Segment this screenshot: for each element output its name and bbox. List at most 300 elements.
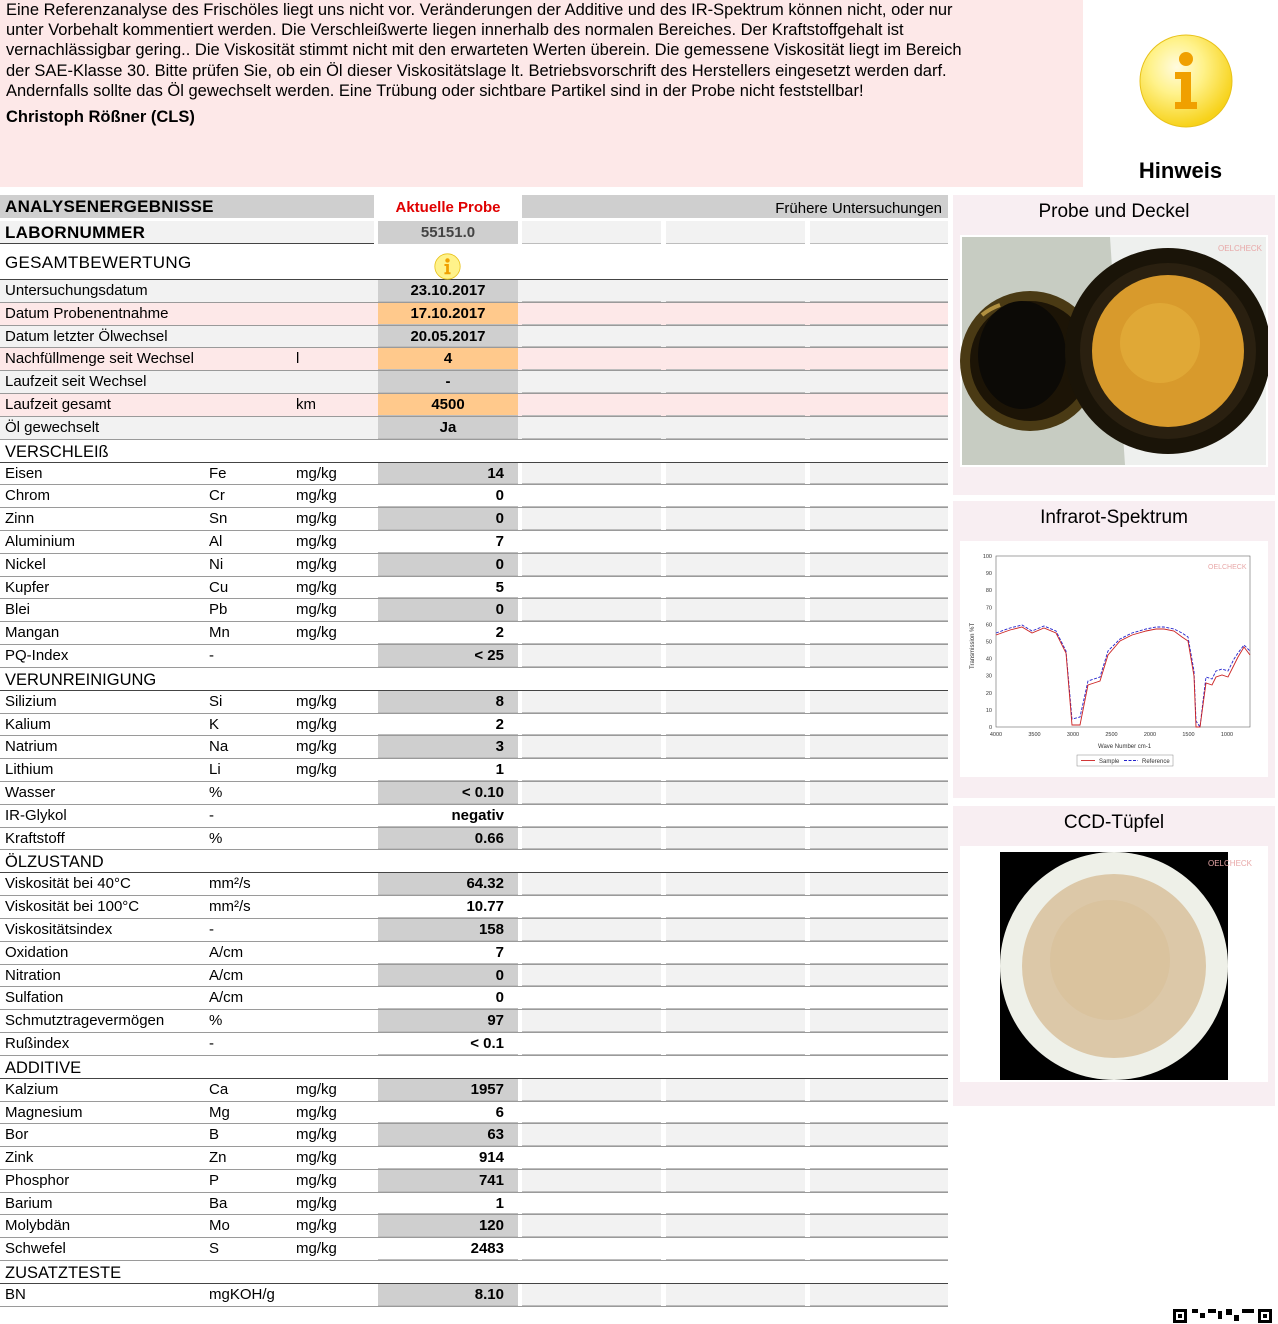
prev-cell	[522, 622, 661, 644]
row-label: Eisen	[5, 464, 43, 482]
row-label: Mangan	[5, 624, 60, 642]
row-unit: mg/kg	[296, 1240, 337, 1258]
row-current-value: 120	[378, 1215, 518, 1237]
table-row	[0, 1238, 948, 1261]
prev-cell	[522, 554, 661, 576]
prev-cell	[522, 736, 661, 758]
row-label: Untersuchungsdatum	[5, 282, 148, 299]
row-label: Viskositätsindex	[5, 920, 113, 938]
prev-cell	[666, 599, 805, 621]
comment-line: vernachlässigbar gering.. Die Viskosität stimmt nicht mit den erwarteten Werten überein. Die gemessene Viskosität liegt im Bereich	[6, 41, 962, 60]
info-icon	[1137, 32, 1235, 130]
row-symbol: Fe	[209, 464, 227, 482]
section-title: ADDITIVE	[5, 1058, 82, 1077]
panel-ir	[953, 501, 1275, 798]
table-row	[0, 485, 948, 508]
row-current-value: < 0.1	[378, 1033, 518, 1055]
table-row	[0, 280, 948, 303]
ccd-image	[960, 846, 1268, 1082]
row-label: Silizium	[5, 692, 57, 710]
meta-rows	[0, 280, 948, 440]
ir-xtick: 3000	[1066, 732, 1080, 738]
prev-cell	[666, 1215, 805, 1237]
row-unit: mg/kg	[296, 715, 337, 733]
ir-ytick: 90	[985, 571, 992, 578]
row-label: Molybdän	[5, 1217, 71, 1235]
row-label: Sulfation	[5, 989, 64, 1007]
section-title: VERSCHLEIß	[5, 442, 109, 461]
row-current-value: Ja	[378, 417, 518, 439]
prev-cell	[522, 221, 661, 244]
prev-cell	[810, 417, 948, 439]
row-label: Aluminium	[5, 532, 76, 550]
prev-cell	[666, 1124, 805, 1146]
row-label: Chrom	[5, 487, 51, 505]
row-symbol: Mn	[209, 624, 230, 642]
prev-cell	[810, 1079, 948, 1101]
section-title: ÖLZUSTAND	[5, 853, 104, 872]
prev-cell	[810, 759, 948, 781]
table-row	[0, 1284, 948, 1307]
prev-cell	[522, 371, 661, 393]
row-current-value: 97	[378, 1010, 518, 1032]
row-unit: mg/kg	[296, 761, 337, 779]
prev-cell	[810, 736, 948, 758]
ir-ytick: 40	[985, 656, 992, 663]
ir-xtick: 2000	[1143, 732, 1157, 738]
table-row	[0, 782, 948, 805]
table-row	[0, 896, 948, 919]
ir-legend-sample: Sample	[1099, 759, 1120, 765]
table-row	[0, 577, 948, 600]
prev-cell	[810, 1170, 948, 1192]
row-label: Nachfüllmenge seit Wechsel	[5, 350, 194, 368]
prev-cell	[666, 736, 805, 758]
row-symbol: mm²/s	[209, 875, 251, 893]
row-symbol: Al	[209, 532, 223, 550]
table-row	[0, 965, 948, 988]
row-current-value: 1	[378, 1193, 518, 1215]
row-symbol: Mo	[209, 1217, 230, 1235]
prev-cell	[810, 577, 948, 599]
section-title: ZUSATZTESTE	[5, 1264, 122, 1283]
row-symbol: %	[209, 1012, 223, 1030]
prev-cell	[522, 508, 661, 530]
prev-cell	[666, 782, 805, 804]
row-label: Schwefel	[5, 1240, 66, 1258]
row-current-value: 14	[378, 463, 518, 485]
row-current-value: negativ	[378, 805, 518, 827]
row-symbol: mm²/s	[209, 898, 251, 916]
prev-cell	[522, 1284, 661, 1306]
prev-cell	[522, 965, 661, 987]
prev-cell	[666, 577, 805, 599]
row-current-value: 2	[378, 622, 518, 644]
ir-chart-frame	[960, 541, 1268, 777]
section-heading	[0, 1056, 948, 1079]
prev-cell	[810, 714, 948, 736]
row-unit: mg/kg	[296, 1103, 337, 1121]
probe-image-frame	[960, 235, 1268, 467]
info-icon	[434, 253, 461, 280]
table-row	[0, 1079, 948, 1102]
row-label: Zink	[5, 1149, 34, 1167]
row-label: Datum letzter Ölwechsel	[5, 327, 168, 345]
row-label: Nitration	[5, 966, 61, 984]
row-label: Lithium	[5, 761, 54, 779]
ir-ytick: 60	[985, 622, 992, 629]
comment-line: unter Vorbehalt kommentiert werden. Die Verschleißwerte liegen innerhalb des normalen Bereiches. Der Kraftstoffgehalt ist	[6, 21, 904, 40]
row-unit: mg/kg	[296, 624, 337, 642]
prev-cell	[522, 394, 661, 416]
prev-cell	[810, 645, 948, 667]
prev-cell	[810, 1102, 948, 1124]
prev-cell	[810, 828, 948, 850]
prev-cell	[522, 873, 661, 895]
row-current-value: 0	[378, 965, 518, 987]
prev-cell	[666, 221, 805, 244]
prev-cell	[666, 942, 805, 964]
row-current-value: < 25	[378, 645, 518, 667]
table-row	[0, 599, 948, 622]
panel-probe	[953, 195, 1275, 495]
row-current-value: 4500	[378, 394, 518, 416]
prev-cell	[522, 1102, 661, 1124]
table-header	[0, 195, 948, 218]
row-unit: mg/kg	[296, 510, 337, 528]
row-unit: mg/kg	[296, 1194, 337, 1212]
row-unit: mg/kg	[296, 692, 337, 710]
comment-author: Christoph Rößner (CLS)	[6, 108, 195, 127]
watermark: OELCHECK	[1208, 859, 1253, 868]
row-current-value: 2	[378, 714, 518, 736]
watermark: OELCHECK	[1208, 564, 1247, 571]
row-label: Öl gewechselt	[5, 418, 100, 436]
row-current-value: 5	[378, 577, 518, 599]
prev-cell	[810, 1284, 948, 1306]
row-symbol: S	[209, 1240, 220, 1258]
prev-cell	[810, 394, 948, 416]
ir-ytick: 70	[985, 605, 992, 612]
row-symbol: %	[209, 829, 223, 847]
row-symbol: Sn	[209, 510, 228, 528]
prev-cell	[522, 714, 661, 736]
ir-ytick: 80	[985, 588, 992, 595]
prev-cell	[810, 942, 948, 964]
section-heading	[0, 668, 948, 691]
row-symbol: Mg	[209, 1103, 230, 1121]
row-current-value: 4	[378, 348, 518, 370]
row-current-value: 7	[378, 531, 518, 553]
table-row	[0, 1147, 948, 1170]
row-label: Barium	[5, 1194, 53, 1212]
probe-image	[960, 235, 1268, 467]
ir-xtick: 1000	[1220, 732, 1234, 738]
row-unit: mg/kg	[296, 1217, 337, 1235]
row-current-value: 17.10.2017	[378, 303, 518, 325]
prev-cell	[522, 417, 661, 439]
prev-cell	[522, 485, 661, 507]
row-current-value: 0	[378, 485, 518, 507]
section-heading	[0, 1261, 948, 1284]
ir-ytick: 30	[985, 673, 992, 680]
prev-cell	[810, 326, 948, 348]
ir-chart	[960, 541, 1268, 777]
prev-cell	[666, 873, 805, 895]
prev-cell	[522, 1193, 661, 1215]
prev-cell	[666, 371, 805, 393]
row-symbol: A/cm	[209, 966, 244, 984]
table-row	[0, 873, 948, 896]
row-unit: l	[296, 350, 300, 368]
comment-box	[0, 0, 1083, 187]
row-symbol: P	[209, 1171, 220, 1189]
prev-cell	[522, 919, 661, 941]
row-current-value: < 0.10	[378, 782, 518, 804]
table-row	[0, 1193, 948, 1216]
row-symbol: Zn	[209, 1149, 227, 1167]
prev-cell	[522, 531, 661, 553]
table-row	[0, 645, 948, 668]
prev-cell	[666, 463, 805, 485]
prev-cell	[666, 303, 805, 325]
row-label: Natrium	[5, 738, 58, 756]
table-row	[0, 1215, 948, 1238]
table-row	[0, 508, 948, 531]
prev-cell	[666, 326, 805, 348]
row-symbol: -	[209, 920, 214, 938]
row-label: Nickel	[5, 555, 46, 573]
row-symbol: %	[209, 783, 223, 801]
table-row	[0, 1010, 948, 1033]
row-symbol: K	[209, 715, 220, 733]
row-current-value: 64.32	[378, 873, 518, 895]
prev-cell	[810, 1193, 948, 1215]
row-label: Viskosität bei 100°C	[5, 898, 140, 916]
row-current-value: 2483	[378, 1238, 518, 1260]
row-current-value: 0	[378, 599, 518, 621]
row-current-value: 741	[378, 1170, 518, 1192]
row-symbol: Ni	[209, 555, 224, 573]
prev-cell	[666, 394, 805, 416]
table-row	[0, 303, 948, 326]
watermark: OELCHECK	[1218, 244, 1263, 253]
prev-cell	[810, 1010, 948, 1032]
prev-cell	[810, 348, 948, 370]
hinweis-label: Hinweis	[1138, 158, 1223, 183]
table-row	[0, 714, 948, 737]
row-symbol: A/cm	[209, 989, 244, 1007]
row-label: Blei	[5, 601, 31, 619]
table-row	[0, 1102, 948, 1125]
ir-ytick: 20	[985, 690, 992, 697]
prev-cell	[810, 987, 948, 1009]
row-current-value: 8.10	[378, 1284, 518, 1306]
row-unit: mg/kg	[296, 555, 337, 573]
row-symbol: Ba	[209, 1194, 228, 1212]
section-heading	[0, 850, 948, 873]
prev-cell	[522, 577, 661, 599]
row-current-value: 23.10.2017	[378, 280, 518, 302]
row-symbol: mgKOH/g	[209, 1286, 275, 1304]
ir-ytick: 0	[988, 725, 992, 731]
ir-xtick: 1500	[1182, 732, 1195, 738]
ir-ylabel: Transmission %T	[970, 622, 976, 669]
labnumber-label: LABORNUMMER	[0, 221, 374, 244]
comment-line: Andernfalls sollte das Öl gewechselt werden. Eine Trübung oder sichtbare Partikel sind in der Probe nicht feststellbar!	[6, 81, 864, 100]
row-label: IR-Glykol	[5, 806, 67, 824]
prev-cell	[810, 919, 948, 941]
prev-cell	[522, 348, 661, 370]
prev-cell	[522, 987, 661, 1009]
row-symbol: -	[209, 806, 214, 824]
row-symbol: A/cm	[209, 943, 244, 961]
row-label: Zinn	[5, 510, 35, 528]
prev-cell	[522, 942, 661, 964]
table-row	[0, 371, 948, 394]
row-unit: mg/kg	[296, 1149, 337, 1167]
prev-cell	[522, 463, 661, 485]
prev-cell	[666, 531, 805, 553]
prev-cell	[810, 1124, 948, 1146]
row-current-value: -	[378, 371, 518, 393]
table-row	[0, 326, 948, 349]
table-row	[0, 691, 948, 714]
prev-cell	[522, 1238, 661, 1260]
prev-cell	[810, 554, 948, 576]
row-label: PQ-Index	[5, 646, 69, 664]
row-label: Kraftstoff	[5, 829, 65, 847]
prev-cell	[666, 1010, 805, 1032]
row-current-value: 3	[378, 736, 518, 758]
table-row	[0, 622, 948, 645]
prev-cell	[666, 759, 805, 781]
row-unit: mg/kg	[296, 601, 337, 619]
row-label: Kalium	[5, 715, 51, 733]
row-current-value: 0	[378, 508, 518, 530]
prev-cell	[666, 805, 805, 827]
row-label: Magnesium	[5, 1103, 83, 1121]
prev-cell	[666, 1170, 805, 1192]
row-current-value: 914	[378, 1147, 518, 1169]
row-unit: mg/kg	[296, 464, 337, 482]
prev-cell	[522, 280, 661, 302]
prev-cell	[810, 531, 948, 553]
prev-cell	[666, 1238, 805, 1260]
table-row	[0, 805, 948, 828]
gesamt-label: GESAMTBEWERTUNG	[5, 253, 192, 272]
prev-cell	[522, 1215, 661, 1237]
row-current-value: 0	[378, 987, 518, 1009]
row-label: Wasser	[5, 783, 56, 801]
row-symbol: Si	[209, 692, 223, 710]
labnumber-row	[0, 221, 948, 247]
row-current-value: 0.66	[378, 828, 518, 850]
table-row	[0, 736, 948, 759]
ccd-image-frame	[960, 846, 1268, 1082]
prev-cell	[810, 1238, 948, 1260]
header-current: Aktuelle Probe	[395, 199, 501, 216]
row-symbol: -	[209, 1034, 214, 1052]
row-label: Bor	[5, 1126, 29, 1144]
prev-cell	[810, 508, 948, 530]
prev-cell	[666, 987, 805, 1009]
panel-title: CCD-Tüpfel	[1063, 812, 1165, 833]
prev-cell	[810, 371, 948, 393]
row-current-value: 1	[378, 759, 518, 781]
prev-cell	[522, 896, 661, 918]
prev-cell	[666, 348, 805, 370]
row-symbol: Li	[209, 761, 221, 779]
row-label: Kalzium	[5, 1080, 59, 1098]
table-row	[0, 417, 948, 440]
prev-cell	[810, 1033, 948, 1055]
prev-cell	[810, 873, 948, 895]
header-title: ANALYSENERGEBNISSE	[0, 195, 374, 218]
table-row	[0, 531, 948, 554]
prev-cell	[666, 1079, 805, 1101]
prev-cell	[810, 485, 948, 507]
prev-cell	[810, 280, 948, 302]
prev-cell	[810, 599, 948, 621]
comment-line: der SAE-Klasse 30. Bitte prüfen Sie, ob ein Öl dieser Viskositätslage lt. Betriebsvorschrift des Herstellers eingesetzt werden darf.	[6, 61, 947, 80]
prev-cell	[666, 417, 805, 439]
row-unit: mg/kg	[296, 1171, 337, 1189]
table-row	[0, 554, 948, 577]
prev-cell	[666, 554, 805, 576]
prev-cell	[666, 508, 805, 530]
table-row	[0, 828, 948, 851]
prev-cell	[810, 1215, 948, 1237]
prev-cell	[666, 1033, 805, 1055]
row-label: Rußindex	[5, 1034, 70, 1052]
prev-cell	[666, 691, 805, 713]
qr-code-icon	[1172, 1307, 1276, 1324]
section-rows	[0, 440, 948, 1307]
row-label: Schmutztragevermögen	[5, 1012, 165, 1030]
prev-cell	[666, 645, 805, 667]
prev-cell	[522, 1079, 661, 1101]
ir-ytick: 10	[985, 707, 992, 714]
row-unit: mg/kg	[296, 1126, 337, 1144]
panel-title: Infrarot-Spektrum	[1040, 507, 1188, 528]
row-label: Kupfer	[5, 578, 50, 596]
row-label: Laufzeit seit Wechsel	[5, 373, 147, 391]
prev-cell	[522, 828, 661, 850]
row-unit: mg/kg	[296, 578, 337, 596]
table-row	[0, 348, 948, 371]
prev-cell	[666, 919, 805, 941]
row-symbol: Ca	[209, 1080, 229, 1098]
row-current-value: 6	[378, 1102, 518, 1124]
prev-cell	[810, 221, 948, 244]
row-label: BN	[5, 1286, 26, 1304]
prev-cell	[522, 1033, 661, 1055]
row-unit: km	[296, 395, 316, 413]
prev-cell	[522, 691, 661, 713]
row-label: Phosphor	[5, 1171, 70, 1189]
row-symbol: B	[209, 1126, 220, 1144]
row-label: Laufzeit gesamt	[5, 395, 111, 413]
header-previous: Frühere Untersuchungen	[522, 195, 948, 218]
table-row	[0, 1033, 948, 1056]
prev-cell	[522, 645, 661, 667]
prev-cell	[522, 805, 661, 827]
row-label: Viskosität bei 40°C	[5, 875, 131, 893]
row-current-value: 7	[378, 942, 518, 964]
row-current-value: 20.05.2017	[378, 326, 518, 348]
ir-xlabel: Wave Number cm-1	[1098, 744, 1152, 750]
